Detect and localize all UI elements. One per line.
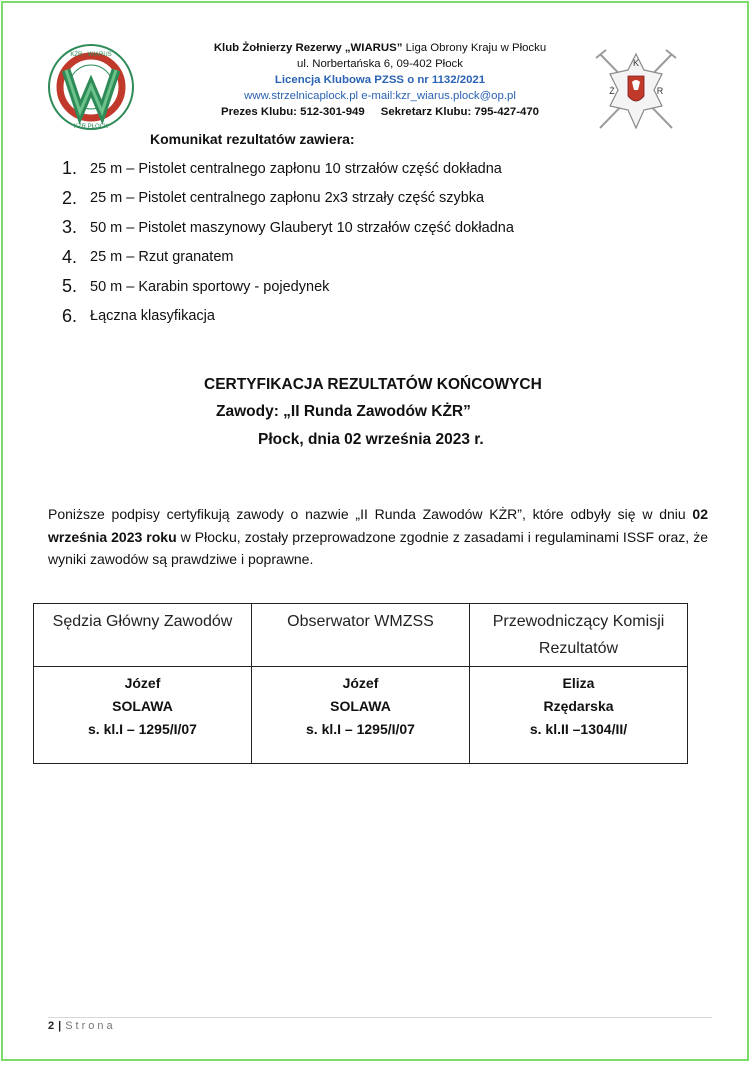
list-item-text: Łączna klasyfikacja [90,308,215,325]
page-footer [48,1020,116,1032]
header-chief-judge: Sędzia Główny Zawodów [34,604,252,667]
page-number: 2 [48,1020,55,1032]
list-item-text: 25 m – Pistolet centralnego zapłonu 10 strzałów część dokładna [90,160,502,177]
club-website-email[interactable]: www.strzelnicaplock.pl e-mail:kzr_wiarus.plock@op.pl [244,90,516,102]
club-contacts [160,104,600,120]
header-observer: Obserwator WMZSS [252,604,470,667]
event-name: Zawody: „II Runda Zawodów KŻR” [216,403,471,420]
club-name-rest: Liga Obrony Kraju w Płocku [402,42,547,54]
header-commission-chair: Przewodniczący Komisji Rezultatów [470,604,688,667]
signature-cell-chief-judge [34,667,252,764]
last-name: Rzędarska [543,698,614,714]
first-name: Józef [342,675,379,691]
list-item-text: 25 m – Pistolet centralnego zapłonu 2x3 strzały część szybka [90,190,485,207]
signature-cell-observer [252,667,470,764]
list-item-number: 4. [62,246,78,267]
club-address: ul. Norbertańska 6, 09-402 Płock [297,58,463,70]
list-item-number: 1. [62,158,78,179]
certification-title: CERTYFIKACJA REZULTATÓW KOŃCOWYCH [204,376,542,393]
paragraph-part1: Poniższe podpisy certyfikują zawody o nazwie „II Runda Zawodów KŻR”, które odbyły się w dniu [48,506,693,522]
first-name: Józef [124,675,161,691]
signature-cell-commission-chair [470,667,688,764]
page-word: Strona [65,1020,116,1032]
club-logo [44,42,138,132]
komunikat-title: Komunikat rezultatów zawiera: [150,131,355,147]
list-item [62,243,514,273]
list-item [62,272,514,302]
logo-bottom-text: KŻR PŁOCK [73,124,109,130]
table-row [34,667,688,764]
footer-separator: | [58,1020,62,1032]
list-item [62,184,514,214]
emblem-letter-k: K [632,58,640,68]
president-phone: Prezes Klubu: 512-301-949 [221,106,365,118]
club-name [160,40,600,56]
last-name: SOLAWA [330,698,391,714]
last-name: SOLAWA [112,698,173,714]
kzr-emblem [594,48,678,134]
list-item-number: 6. [62,305,78,326]
event-date: Płock, dnia 02 września 2023 r. [258,431,484,448]
paragraph-date: 02 września 2023 roku [48,506,708,545]
list-item-number: 2. [62,187,78,208]
club-license: Licencja Klubowa PZSS o nr 1132/2021 [274,74,486,86]
paragraph-part2: w Płocku, zostały przeprowadzone zgodnie z zasadami i regulaminami ISSF oraz, że wyniki zawodów są prawdziwe i poprawne. [48,528,708,567]
logo-top-text: KŻR · WIARUS [70,52,112,58]
table-header-row [34,604,688,667]
list-item-number: 3. [62,217,78,238]
list-item-text: 25 m – Rzut granatem [90,249,234,266]
club-name-bold: Klub Żołnierzy Rezerwy „WIARUS” [213,42,403,54]
signature-table [33,603,688,764]
license-number: s. kl.I – 1295/I/07 [306,721,415,737]
list-item [62,213,514,243]
list-item-number: 5. [62,276,78,297]
emblem-letter-z: Ż [609,86,615,96]
komunikat-list [62,154,514,331]
license-number: s. kl.II –1304/II/ [529,721,628,737]
list-item [62,154,514,184]
license-number: s. kl.I – 1295/I/07 [88,721,197,737]
list-item-text: 50 m – Pistolet maszynowy Glauberyt 10 strzałów część dokładna [90,219,514,236]
list-item-text: 50 m – Karabin sportowy - pojedynek [90,278,330,295]
secretary-phone: Sekretarz Klubu: 795-427-470 [380,106,539,118]
list-item [62,302,514,332]
footer-divider [48,1017,712,1018]
first-name: Eliza [562,675,595,691]
emblem-letter-r: R [656,86,664,96]
certification-paragraph [48,503,708,571]
letterhead [160,40,600,120]
